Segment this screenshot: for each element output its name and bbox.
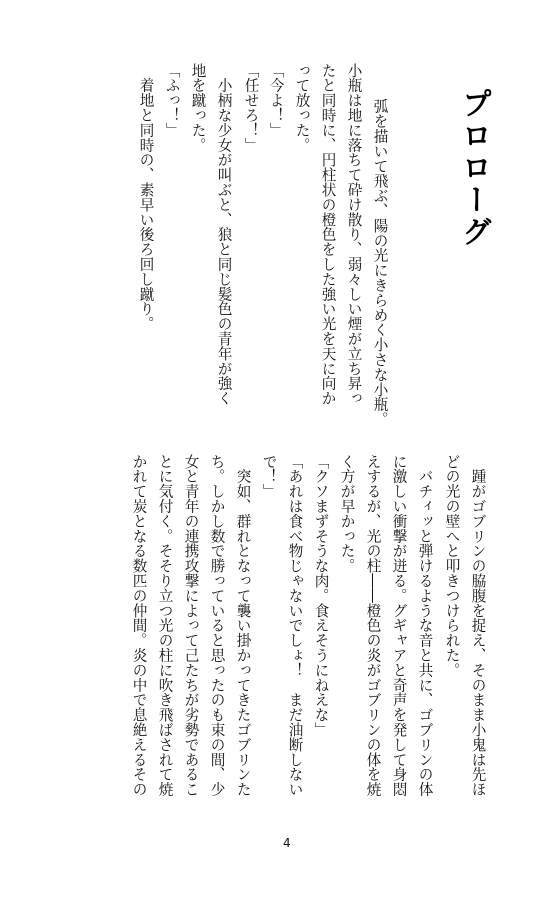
bottom-line-7: 「クソまずそうな肉。食えそうにねえな」: [312, 454, 330, 738]
top-line-7: 小柄な少女が叫ぶと、狼と同じ髪色の青年が強く: [215, 63, 233, 406]
bottom-line-2: どの光の壁へと叩きつけられた。: [443, 454, 461, 678]
top-line-8: 地を蹴った。: [189, 63, 207, 153]
bottom-line-3: バチィッと弾けるような音と共に、ゴブリンの体: [416, 454, 434, 797]
bottom-line-12: 女と青年の連携攻撃によって己たちが劣勢であるこ: [182, 454, 200, 797]
top-line-5: 「今よ！」: [267, 63, 285, 138]
bottom-line-11: ち。しかし数で勝っていると思ったのも束の間、少: [208, 454, 226, 797]
bottom-line-9: で！」: [260, 454, 278, 499]
bottom-line-8: 「あれは食べ物じゃないでしょ！ まだ油断しない: [286, 454, 304, 797]
chapter-title: プロローグ: [456, 88, 491, 248]
bottom-line-1: 踵がゴブリンの脇腹を捉え、そのまま小鬼は先ほ: [469, 454, 487, 797]
bottom-line-4: に激しい衝撃が迸る。グギャアと奇声を発して身悶: [390, 454, 408, 797]
bottom-line-6: く方が早かった。: [338, 454, 356, 574]
bottom-line-13: とに気付く。そそり立つ光の柱に吹き飛ばされて焼: [156, 454, 174, 797]
top-line-2: 小瓶は地に落ちて砕け散り、弱々しい煙が立ち昇っ: [345, 63, 363, 406]
top-line-10: 着地と同時の、素早い後ろ回し蹴り。: [137, 63, 155, 332]
bottom-line-10: 突如、群れとなって襲い掛かってきたゴブリンた: [234, 454, 252, 797]
bottom-line-14: かれて炭となる数匹の仲間。炎の中で息絶えるその: [130, 454, 148, 797]
top-line-1: 弧を描いて飛ぶ、陽の光にきらめく小さな小瓶。: [371, 84, 389, 427]
bottom-line-5: えするが、光の柱――橙色の炎がゴブリンの体を焼: [364, 454, 382, 797]
top-line-3: たと同時に、円柱状の橙色をした強い光を天に向か: [319, 63, 337, 406]
top-line-6: 「任せろ！」: [242, 63, 260, 153]
page-number: 4: [283, 836, 291, 850]
top-line-9: 「ふっ！」: [163, 63, 181, 138]
top-line-4: って放った。: [293, 63, 311, 153]
